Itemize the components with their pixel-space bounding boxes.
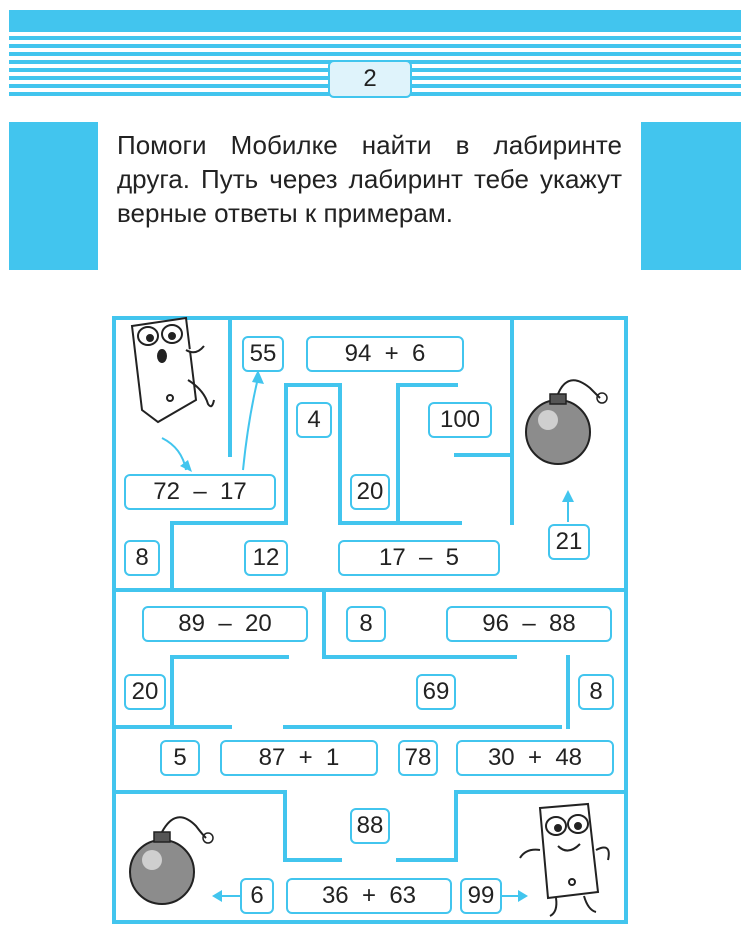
answer-box-4: 4 (296, 402, 332, 438)
answer-box-20: 20 (350, 474, 390, 510)
answer-box-12: 12 (244, 540, 288, 576)
answer-box-21: 21 (548, 524, 590, 560)
expression-94-plus-6: 94 + 6 (306, 336, 464, 372)
expression-30-plus-48: 30 + 48 (456, 740, 614, 776)
bomb-icon (130, 817, 213, 904)
answer-box-8: 8 (124, 540, 160, 576)
answer-box-100: 100 (428, 402, 492, 438)
phone-character-icon (132, 318, 214, 422)
answer-box-55: 55 (242, 336, 284, 372)
answer-box-5: 5 (160, 740, 200, 776)
expression-17-minus-5: 17 – 5 (338, 540, 500, 576)
expression-87-plus-1: 87 + 1 (220, 740, 378, 776)
answer-box-20: 20 (124, 674, 166, 710)
answer-box-99: 99 (460, 878, 502, 914)
task-text: Помоги Мобилке найти в лабиринте друга. Путь через лабиринт тебе укажут верные ответы к примерам. (117, 130, 622, 228)
expression-36-plus-63: 36 + 63 (286, 878, 452, 914)
answer-box-6: 6 (240, 878, 274, 914)
answer-box-78: 78 (398, 740, 438, 776)
expression-72-minus-17: 72 – 17 (124, 474, 276, 510)
answer-box-69: 69 (416, 674, 456, 710)
answer-box-8: 8 (578, 674, 614, 710)
expression-96-minus-88: 96 – 88 (446, 606, 612, 642)
bomb-icon (526, 380, 607, 464)
answer-box-8: 8 (346, 606, 386, 642)
friend-phone-character-icon (520, 804, 609, 916)
answer-box-88: 88 (350, 808, 390, 844)
expression-89-minus-20: 89 – 20 (142, 606, 308, 642)
task-number: 2 (328, 60, 412, 98)
